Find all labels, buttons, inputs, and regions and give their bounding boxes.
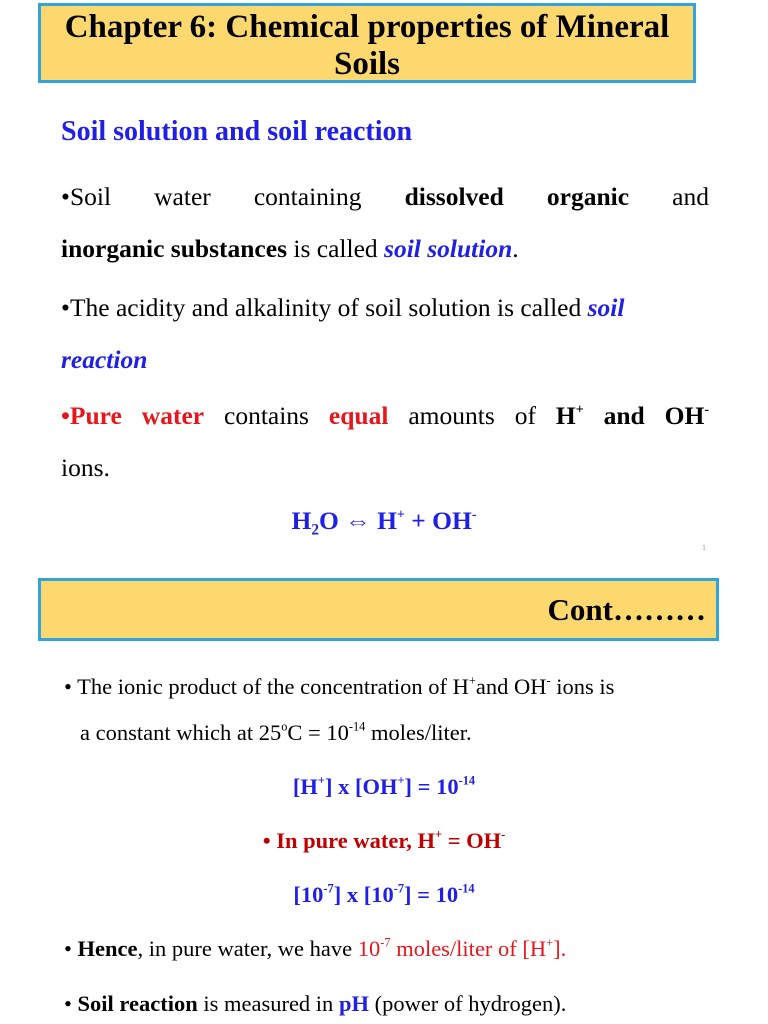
superscript: + bbox=[397, 773, 405, 788]
eq-part: + OH bbox=[404, 506, 472, 535]
superscript: - bbox=[501, 827, 506, 842]
superscript: + bbox=[396, 507, 405, 523]
bullet: • bbox=[64, 991, 72, 1016]
continued-title-banner bbox=[38, 578, 719, 641]
concentration-equation bbox=[0, 882, 768, 908]
bold-text: Hence bbox=[71, 936, 138, 961]
text: (power of hydrogen). bbox=[368, 991, 567, 1016]
paragraph-pure-water-line1 bbox=[61, 390, 709, 442]
hydroxide-ion: and OH bbox=[583, 401, 705, 430]
bold-text: Soil reaction bbox=[71, 991, 198, 1016]
text: and bbox=[629, 182, 709, 211]
superscript: + bbox=[317, 773, 325, 788]
bold-text: dissolved organic bbox=[404, 182, 630, 211]
text: ions is bbox=[550, 674, 615, 699]
paragraph-soil-reaction-line1 bbox=[61, 282, 709, 334]
paragraph-soil-reaction-line2 bbox=[61, 334, 709, 386]
bullet: • bbox=[262, 828, 271, 853]
superscript: + bbox=[435, 827, 443, 842]
eq-part: [10 bbox=[293, 882, 324, 907]
concentration-text: moles/liter of [H bbox=[390, 936, 547, 961]
eq-part: ] = 10 bbox=[404, 774, 459, 799]
bold-text: inorganic substances bbox=[61, 234, 287, 263]
chapter-title-line1: Chapter 6: Chemical properties of Mineral bbox=[64, 9, 670, 45]
bullet-ionic-product-line1 bbox=[64, 674, 614, 700]
concentration-text: ]. bbox=[553, 936, 567, 961]
superscript: - bbox=[471, 507, 477, 523]
text: contains bbox=[204, 401, 329, 430]
chapter-title-banner bbox=[38, 3, 696, 83]
eq-part: ] x [OH bbox=[324, 774, 398, 799]
text: is measured in bbox=[197, 991, 339, 1016]
paragraph-soil-solution-line1 bbox=[61, 171, 709, 223]
superscript: - bbox=[546, 673, 551, 688]
continued-title: Cont……… bbox=[547, 592, 706, 627]
pure-water-equality bbox=[0, 828, 768, 854]
section-heading: Soil solution and soil reaction bbox=[61, 116, 413, 147]
superscript: - bbox=[704, 402, 709, 418]
eq-part: ] = 10 bbox=[404, 882, 459, 907]
eq-part: H bbox=[291, 506, 312, 535]
pure-water-label: •Pure water bbox=[61, 401, 205, 430]
paragraph-soil-solution-line2 bbox=[61, 223, 709, 275]
eq-part: = OH bbox=[442, 828, 502, 853]
paragraph-pure-water-line2 bbox=[61, 442, 709, 494]
bullet: • bbox=[64, 674, 72, 699]
subscript: 2 bbox=[311, 521, 319, 539]
page-number: 1 bbox=[702, 543, 706, 552]
superscript: -14 bbox=[458, 881, 475, 896]
hydrogen-ion: H bbox=[555, 401, 576, 430]
bullet: • bbox=[61, 182, 70, 211]
concentration-value: 10 bbox=[357, 936, 381, 961]
eq-part: ] x [10 bbox=[333, 882, 394, 907]
text: The acidity and alkalinity of soil solution is called bbox=[69, 293, 588, 322]
text: ions. bbox=[61, 453, 110, 482]
degree-sign: o bbox=[281, 719, 288, 734]
eq-part: O bbox=[318, 506, 346, 535]
term-soil-solution: soil solution bbox=[384, 234, 513, 263]
bullet-soil-reaction-ph bbox=[64, 991, 566, 1017]
superscript: -14 bbox=[458, 773, 476, 788]
bullet: • bbox=[61, 293, 70, 322]
text: is called bbox=[287, 234, 385, 263]
superscript: -14 bbox=[348, 719, 366, 734]
text: , in pure water, we have bbox=[137, 936, 358, 961]
text: moles/liter. bbox=[365, 720, 472, 745]
text: . bbox=[512, 234, 519, 263]
superscript: + bbox=[468, 673, 476, 688]
ph-term: pH bbox=[338, 991, 369, 1016]
water-dissociation-equation bbox=[0, 506, 768, 539]
superscript: + bbox=[546, 935, 554, 950]
equal-label: equal bbox=[328, 401, 389, 430]
text: amounts of bbox=[388, 401, 556, 430]
bullet-ionic-product-line2 bbox=[80, 720, 472, 746]
superscript: -7 bbox=[323, 881, 334, 896]
text: Soil water containing bbox=[69, 182, 405, 211]
superscript: -7 bbox=[380, 935, 391, 950]
text: The ionic product of the concentration of H bbox=[71, 674, 469, 699]
eq-part: In pure water, H bbox=[270, 828, 436, 853]
bullet: • bbox=[64, 936, 72, 961]
term-reaction: reaction bbox=[61, 345, 148, 374]
eq-part: H bbox=[370, 506, 397, 535]
term-soil: soil bbox=[587, 293, 625, 322]
superscript: + bbox=[575, 402, 584, 418]
text: and OH bbox=[475, 674, 547, 699]
text: a constant which at 25 bbox=[80, 720, 282, 745]
ionic-product-equation bbox=[0, 774, 768, 800]
equilibrium-arrow-icon: ⇔ bbox=[345, 506, 371, 535]
bullet-hence bbox=[64, 936, 566, 962]
text: C = 10 bbox=[287, 720, 349, 745]
chapter-title-line2: Soils bbox=[333, 46, 401, 82]
eq-part: [H bbox=[292, 774, 318, 799]
superscript: -7 bbox=[393, 881, 405, 896]
